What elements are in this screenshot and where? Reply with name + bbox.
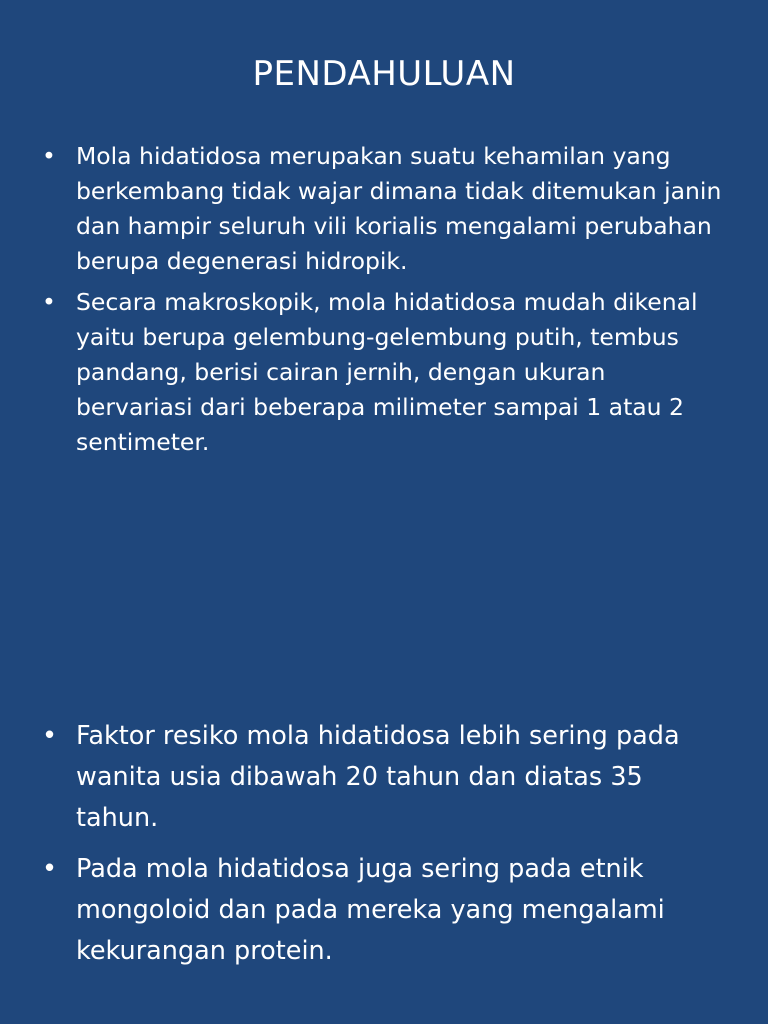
bullet-dot: •: [42, 854, 58, 884]
bullet-item: [0, 139, 768, 279]
bottom-bullet-list: [0, 716, 768, 972]
top-bullet-list: [0, 139, 768, 460]
bullet-dot: •: [42, 142, 56, 170]
bullet-text: Mola hidatidosa merupakan suatu kehamilan yang berkembang tidak wajar dimana tidak ditemukan janin dan hampir seluruh vili korialis mengalami perubahan berupa degenerasi hidropik.: [76, 142, 722, 275]
bullet-item: [0, 716, 768, 839]
bullet-item: [0, 285, 768, 460]
bullet-dot: •: [42, 288, 56, 316]
bullet-text: Secara makroskopik, mola hidatidosa mudah dikenal yaitu berupa gelembung-gelembung putih, tembus pandang, berisi cairan jernih, dengan ukuran bervariasi dari beberapa milimeter sampai 1 atau 2 sentimeter.: [76, 288, 698, 456]
bullet-item: [0, 849, 768, 972]
bullet-text: Faktor resiko mola hidatidosa lebih sering pada wanita usia dibawah 20 tahun dan diatas 35 tahun.: [76, 721, 680, 833]
slide-title: PENDAHULUAN: [252, 54, 516, 94]
bullet-text: Pada mola hidatidosa juga sering pada etnik mongoloid dan pada mereka yang mengalami kekurangan protein.: [76, 854, 665, 966]
bullet-dot: •: [42, 721, 58, 751]
